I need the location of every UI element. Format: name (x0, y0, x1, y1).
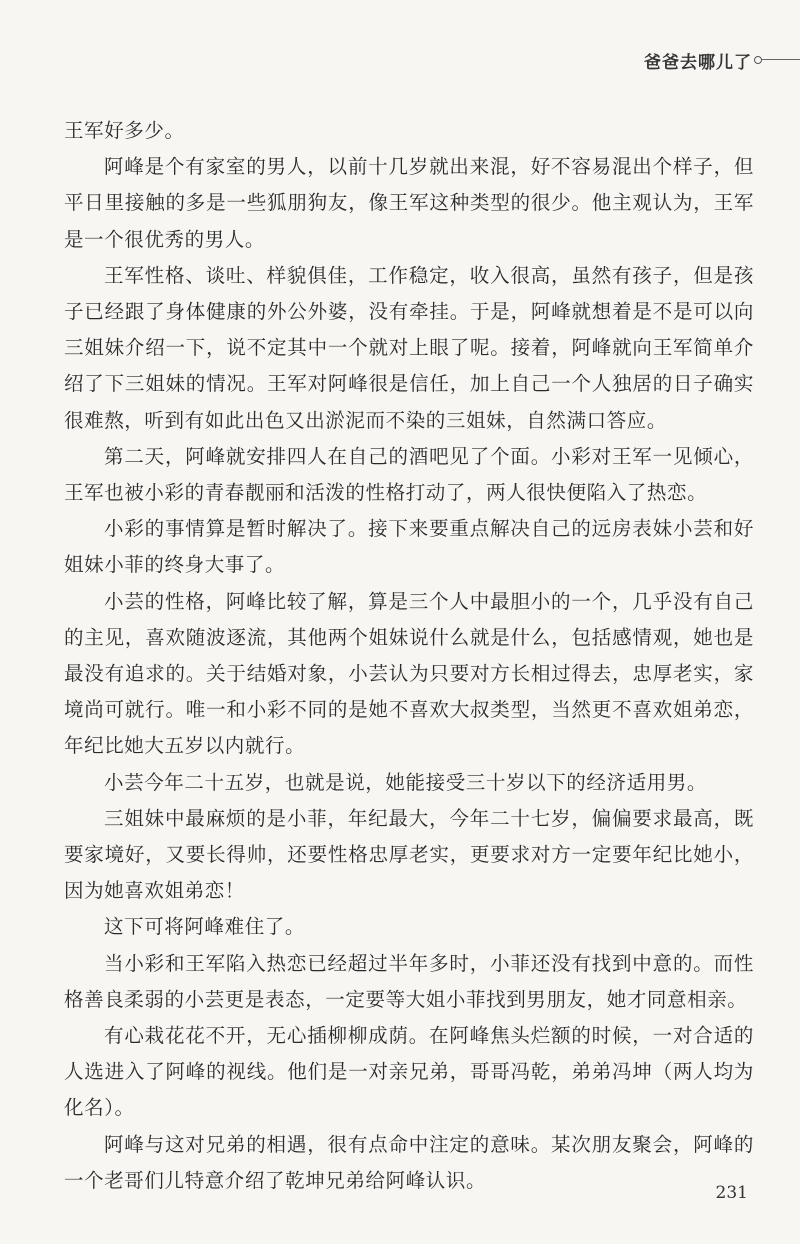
paragraph: 王军性格、谈吐、样貌俱佳，工作稳定，收入很高，虽然有孩子，但是孩子已经跟了身体健康的外公外婆，没有牵挂。于是，阿峰就想着是不是可以向三姐妹介绍一下，说不定其中一个就对上眼了呢。接着，阿峰就向王军简单介绍了下三姐妹的情况。王军对阿峰很是信任，加上自己一个人独居的日子确实很难熬，听到有如此出色又出淤泥而不染的三姐妹，自然满口答应。 (64, 263, 754, 432)
paragraph: 小芸今年二十五岁，也就是说，她能接受三十岁以下的经济适用男。 (104, 770, 708, 794)
running-head-title: 爸爸去哪儿了 (644, 53, 752, 73)
paragraph: 三姐妹中最麻烦的是小菲，年纪最大，今年二十七岁，偏偏要求最高，既要家境好，又要长得帅，还要性格忠厚老实，更要求对方一定要年纪比她小，因为她喜欢姐弟恋！ (64, 806, 754, 903)
paragraph: 王军好多少。 (64, 119, 185, 142)
paragraph: 阿峰与这对兄弟的相遇，很有点命中注定的意味。某次朋友聚会，阿峰的一个老哥们儿特意介绍了乾坤兄弟给阿峰认识。 (64, 1132, 754, 1192)
running-head-ornament (754, 56, 762, 64)
running-head-rule (762, 59, 800, 60)
paragraph: 当小彩和王军陷入热恋已经超过半年多时，小菲还没有找到中意的。而性格善良柔弱的小芸更是表态，一定要等大姐小菲找到男朋友，她才同意相亲。 (64, 951, 754, 1011)
paragraph: 阿峰是个有家室的男人，以前十几岁就出来混，好不容易混出个样子，但平日里接触的多是一些狐朋狗友，像王军这种类型的很少。他主观认为，王军是一个很优秀的男人。 (64, 155, 754, 251)
paragraph: 有心栽花花不开，无心插柳柳成荫。在阿峰焦头烂额的时候，一对合适的人选进入了阿峰的视线。他们是一对亲兄弟，哥哥冯乾，弟弟冯坤（两人均为化名）。 (64, 1024, 754, 1120)
paragraph: 小芸的性格，阿峰比较了解，算是三个人中最胆小的一个，几乎没有自己的主见，喜欢随波逐流，其他两个姐妹说什么就是什么，包括感情观，她也是最没有追求的。关于结婚对象，小芸认为只要对方长相过得去，忠厚老实，家境尚可就行。唯一和小彩不同的是她不喜欢大叔类型，当然更不喜欢姐弟恋，年纪比她大五岁以内就行。 (64, 589, 754, 758)
paragraph: 这下可将阿峰难住了。 (104, 915, 306, 939)
running-head (0, 48, 800, 72)
body-text (64, 113, 754, 1199)
paragraph: 第二天，阿峰就安排四人在自己的酒吧见了个面。小彩对王军一见倾心，王军也被小彩的青春靓丽和活泼的性格打动了，两人很快便陷入了热恋。 (64, 444, 754, 505)
page-number: 231 (715, 1183, 748, 1203)
paragraph: 小彩的事情算是暂时解决了。接下来要重点解决自己的远房表妹小芸和好姐妹小菲的终身大事了。 (64, 517, 754, 577)
